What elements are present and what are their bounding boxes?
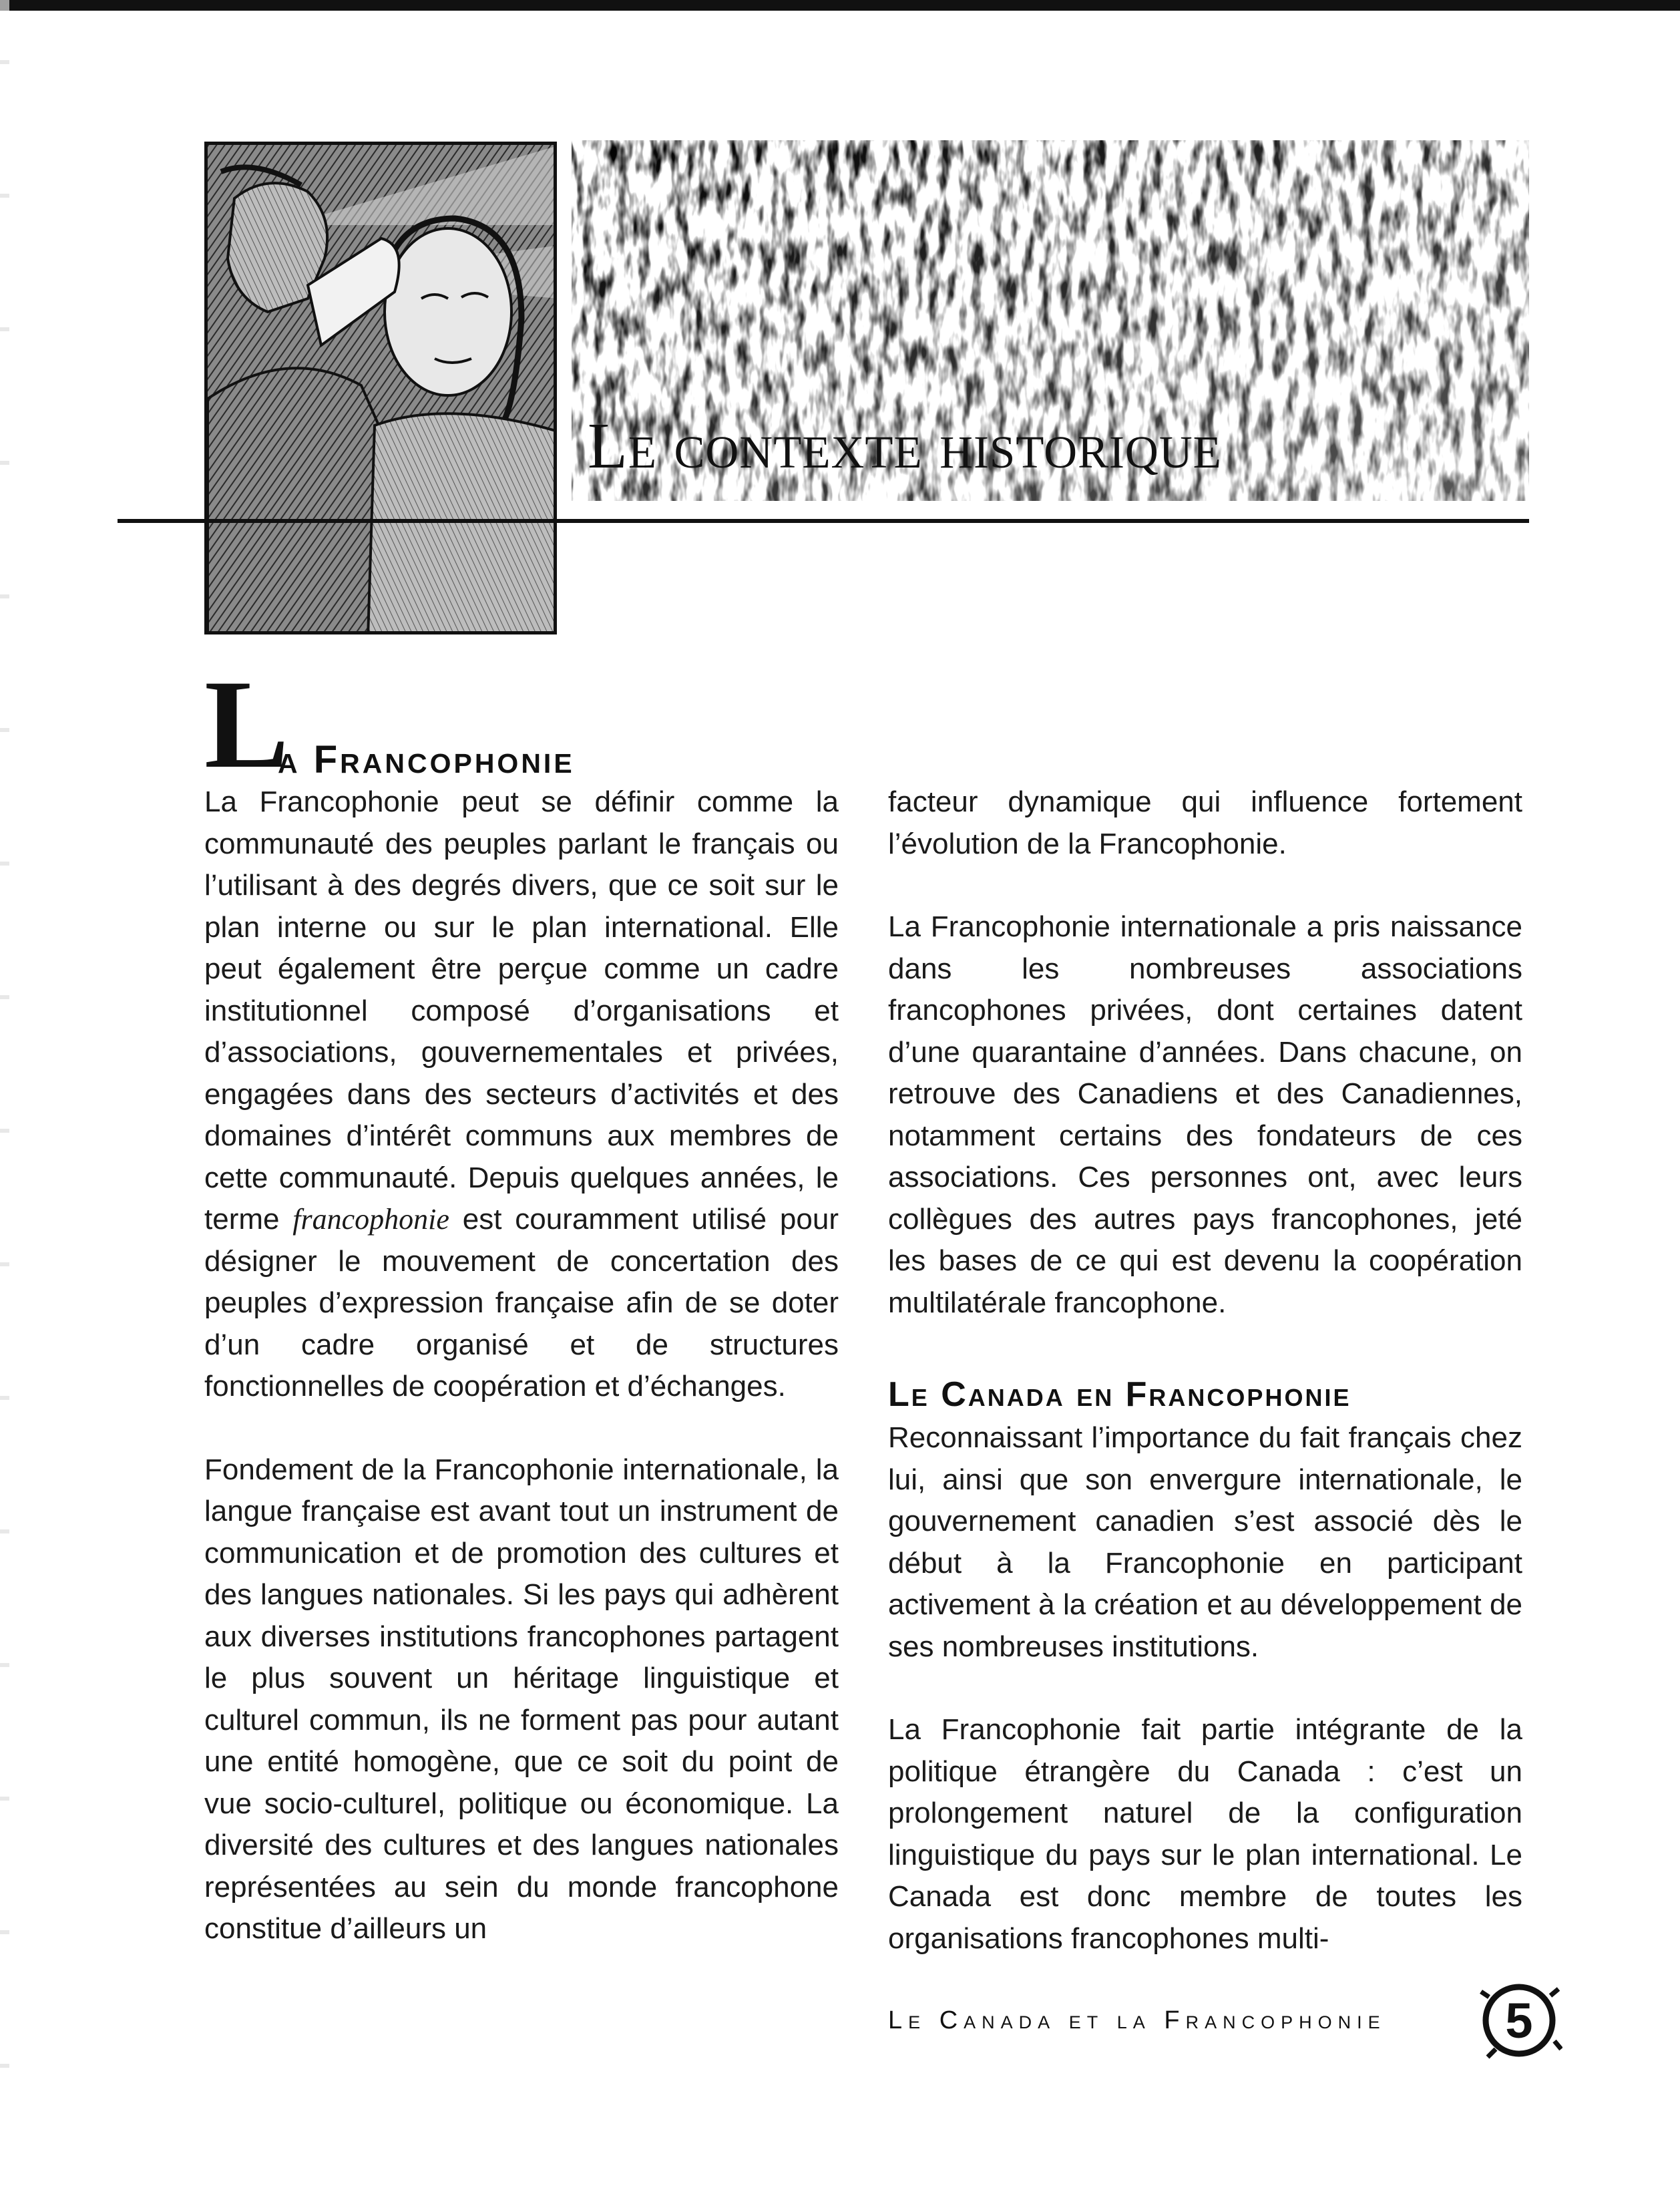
paragraph: Fondement de la Francophonie internationale, la langue française est avant tout un instrument de communication et de promotion des cultures et des langues nationales. Si les pays qui adhèrent aux diverses institutions francophones partagent le plus souvent un héritage linguistique et culturel commun, ils ne forment pas pour autant une entité homogène, que ce soit du point de vue socio-culturel, politique ou économique. La diversité des cultures et des langues nationales représentées au sein du monde francophone constitue d’ailleurs un [204,1453,839,1945]
italic-term: francophonie [292,1203,449,1236]
paragraph [204,781,839,1408]
paragraph: La Francophonie fait partie intégrante de la politique étrangère du Canada : c’est un prolongement naturel de la configuration linguistique du pays sur le plan international. Le Canada est donc membre de toutes les organisations francophones multi- [888,1713,1522,1955]
scan-top-border [0,0,1680,11]
header-rule [118,519,1529,523]
paragraph: Reconnaissant l’importance du fait français chez lui, ainsi que son envergure internationale, le gouvernement canadien s’est associé dès le début à la Francophonie en participant activement à la création et au développement de ses nombreuses institutions. [888,1421,1522,1663]
heading-text: a Francophonie [278,738,575,781]
paragraph: La Francophonie internationale a pris naissance dans les nombreuses associations francophones privées, dont certaines datent d’une quarantaine d’années. Dans chacune, on retrouve des Canadiens et des Canadiennes, notamment certains des fondateurs de ces associations. Ces personnes ont, avec leurs collègues des autres pays francophones, jeté les bases de ce qui est devenu la coopération multilatérale francophone. [888,910,1522,1319]
scan-left-edge [0,0,9,2192]
right-column [888,781,1522,1960]
left-column [204,781,839,1950]
page-number: 5 [1505,1992,1533,2048]
header-illustration [204,142,557,634]
section-title: Le contexte historique [588,410,1222,482]
subheading-canada-en-francophonie: Le Canada en Francophonie [888,1375,1351,1414]
page-number-badge [1476,1977,1562,2064]
running-footer: Le Canada et la Francophonie [888,2006,1386,2034]
paragraph-text: La Francophonie peut se définir comme la communauté des peuples parlant le français ou l’utilisant à des degrés divers, que ce soit sur le plan interne ou sur le plan international. Elle peut également être perçue comme un cadre institutionnel composé d’organisations et d’associations, gouvernementales et privées, engagées dans des secteurs d’activités et des domaines d’intérêt communs aux membres de cette communauté. Depuis quelques années, le terme [204,785,839,1236]
drop-cap: L [204,655,289,795]
paragraph-text: est couramment utilisé pour désigner le mouvement de concertation des peuples d’expression française afin de se doter d’un cadre organisé et de structures fonctionnelles de coopération et d’échanges. [204,1203,839,1403]
paragraph: facteur dynamique qui influence fortement l’évolution de la Francophonie. [888,785,1522,860]
